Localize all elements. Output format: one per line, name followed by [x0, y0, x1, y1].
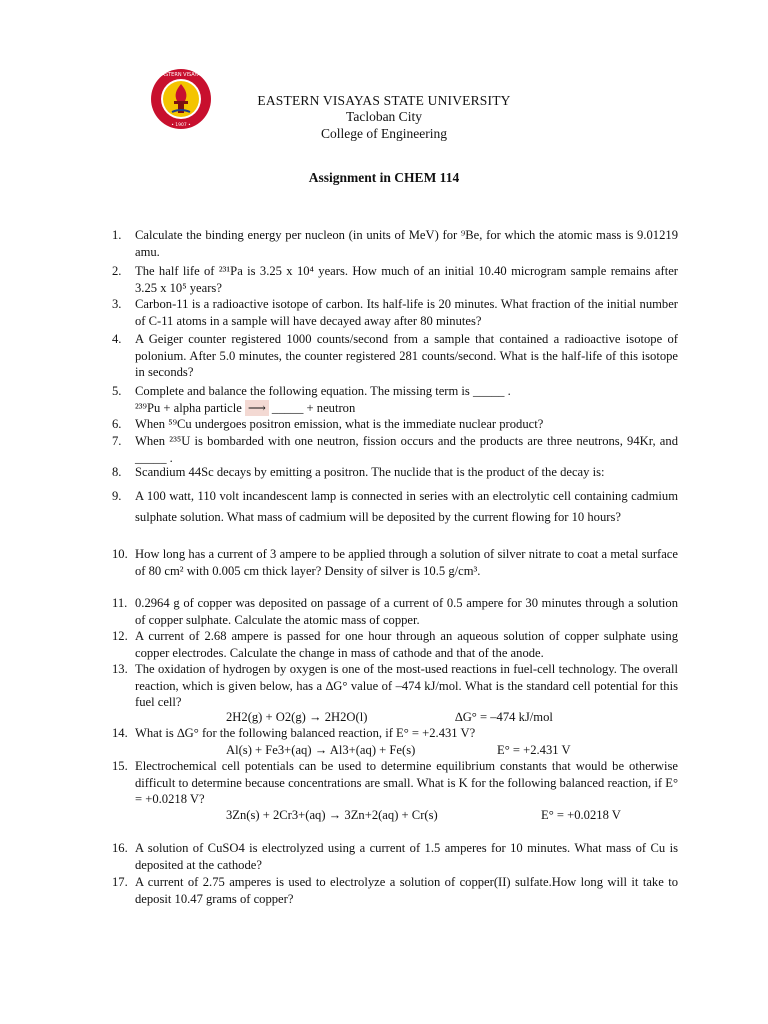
- question-8: [112, 464, 678, 481]
- question-text: A current of 2.75 amperes is used to electrolyze a solution of copper(II) sulfate.How long will it take to deposit 10.47 grams of copper?: [135, 875, 678, 906]
- question-number: 2.: [112, 264, 122, 278]
- question-number: 7.: [112, 434, 122, 448]
- question-text: The half life of ²³¹Pa is 3.25 x 10⁴ years. How much of an initial 10.40 microgram sample remains after 3.25 x 10⁵ years?: [135, 264, 678, 295]
- question-text: The oxidation of hydrogen by oxygen is one of the most-used reactions in fuel-cell technology. The overall reaction, which is given below, has a ∆G° value of –474 kJ/mol. What is the standard cell potential for this fuel cell?: [135, 662, 678, 709]
- university-name: EASTERN VISAYAS STATE UNIVERSITY: [257, 93, 511, 108]
- equation-value: ∆G° = –474 kJ/mol: [455, 710, 553, 724]
- question-text: Electrochemical cell potentials can be used to determine equilibrium constants that would be otherwise difficult to determine because concentrations are small. What is K for the following balanced reaction, if E° = +0.0218 V?: [135, 759, 678, 806]
- question-7: [112, 433, 678, 466]
- nuclear-equation: [135, 400, 678, 417]
- reaction-arrow-icon: ⟶: [245, 400, 269, 417]
- question-text: Complete and balance the following equation. The missing term is _____ .: [135, 384, 511, 398]
- question-10: [112, 546, 678, 579]
- question-text: How long has a current of 3 ampere to be applied through a solution of silver nitrate to coat a metal surface of 80 cm² with 0.005 cm thick layer? Density of silver is 10.5 g/cm³.: [135, 547, 678, 578]
- city-name: Tacloban City: [346, 109, 422, 124]
- question-5: [112, 383, 678, 416]
- question-text: 0.2964 g of copper was deposited on passage of a current of 0.5 ampere for 30 minutes through a solution of copper sulphate. Calculate the atomic mass of copper.: [135, 596, 678, 627]
- question-number: 14.: [112, 726, 128, 740]
- question-number: 12.: [112, 629, 128, 643]
- question-number: 8.: [112, 465, 122, 479]
- equation: 2H2(g) + O2(g) → 2H2O(l): [226, 710, 368, 724]
- question-number: 5.: [112, 384, 122, 398]
- question-12: [112, 628, 678, 661]
- equation-value: E° = +0.0218 V: [541, 808, 621, 822]
- question-text: When ⁵⁹Cu undergoes positron emission, what is the immediate nuclear product?: [135, 417, 544, 431]
- svg-text:• 1907 •: • 1907 •: [171, 123, 191, 128]
- question-14: [112, 725, 678, 742]
- svg-text:EASTERN VISAYAS: EASTERN VISAYAS: [158, 72, 204, 78]
- question-number: 13.: [112, 662, 128, 676]
- question-17: [112, 874, 678, 907]
- question-4: [112, 331, 678, 381]
- equation: 3Zn(s) + 2Cr3+(aq) → 3Zn+2(aq) + Cr(s): [226, 808, 438, 822]
- equation-value: E° = +2.431 V: [497, 743, 571, 757]
- equation-left: ²³⁹Pu + alpha particle: [135, 400, 242, 415]
- question-number: 17.: [112, 875, 128, 889]
- question-1: [112, 227, 678, 260]
- question-9: [112, 486, 678, 527]
- question-2: [112, 263, 678, 296]
- question-number: 9.: [112, 489, 122, 503]
- question-number: 4.: [112, 332, 122, 346]
- question-number: 1.: [112, 228, 122, 242]
- question-13: [112, 661, 678, 711]
- question-number: 16.: [112, 841, 128, 855]
- college-name: College of Engineering: [321, 126, 447, 141]
- equation: Al(s) + Fe3+(aq) → Al3+(aq) + Fe(s): [226, 743, 416, 757]
- question-3: [112, 296, 678, 329]
- question-15: [112, 758, 678, 808]
- question-number: 3.: [112, 297, 122, 311]
- question-6: [112, 416, 678, 433]
- question-text: A solution of CuSO4 is electrolyzed using a current of 1.5 amperes for 10 minutes. What mass of Cu is deposited at the cathode?: [135, 841, 678, 872]
- question-text: Carbon-11 is a radioactive isotope of carbon. Its half-life is 20 minutes. What fraction of the initial number of C-11 atoms in a sample will have decayed away after 80 minutes?: [135, 297, 678, 328]
- question-number: 10.: [112, 547, 128, 561]
- question-16: [112, 840, 678, 873]
- question-text: A current of 2.68 ampere is passed for one hour through an aqueous solution of copper sulphate using copper electrodes. Calculate the change in mass of cathode and that of the anode.: [135, 629, 678, 660]
- assignment-title: Assignment in CHEM 114: [308, 170, 460, 185]
- question-text: Scandium 44Sc decays by emitting a positron. The nuclide that is the product of the decay is:: [135, 465, 605, 479]
- question-text: A Geiger counter registered 1000 counts/second from a sample that contained a radioactive isotope of polonium. After 5.0 minutes, the counter registered 281 counts/second. What is the half-life of this isotope in seconds?: [135, 332, 678, 379]
- question-text: Calculate the binding energy per nucleon (in units of MeV) for ⁹Be, for which the atomic mass is 9.01219 amu.: [135, 228, 678, 259]
- question-number: 15.: [112, 759, 128, 773]
- question-text: What is ∆G° for the following balanced reaction, if E° = +2.431 V?: [135, 726, 476, 740]
- question-11: [112, 595, 678, 628]
- question-number: 11.: [112, 596, 128, 610]
- question-number: 6.: [112, 417, 122, 431]
- equation-right: _____ + neutron: [271, 400, 356, 415]
- question-text: A 100 watt, 110 volt incandescent lamp is connected in series with an electrolytic cell containing cadmium sulphate solution. What mass of cadmium will be deposited by the current flowing for 10 hours?: [135, 489, 678, 524]
- question-text: When ²³⁵U is bombarded with one neutron, fission occurs and the products are three neutrons, 94Kr, and _____ .: [135, 434, 678, 465]
